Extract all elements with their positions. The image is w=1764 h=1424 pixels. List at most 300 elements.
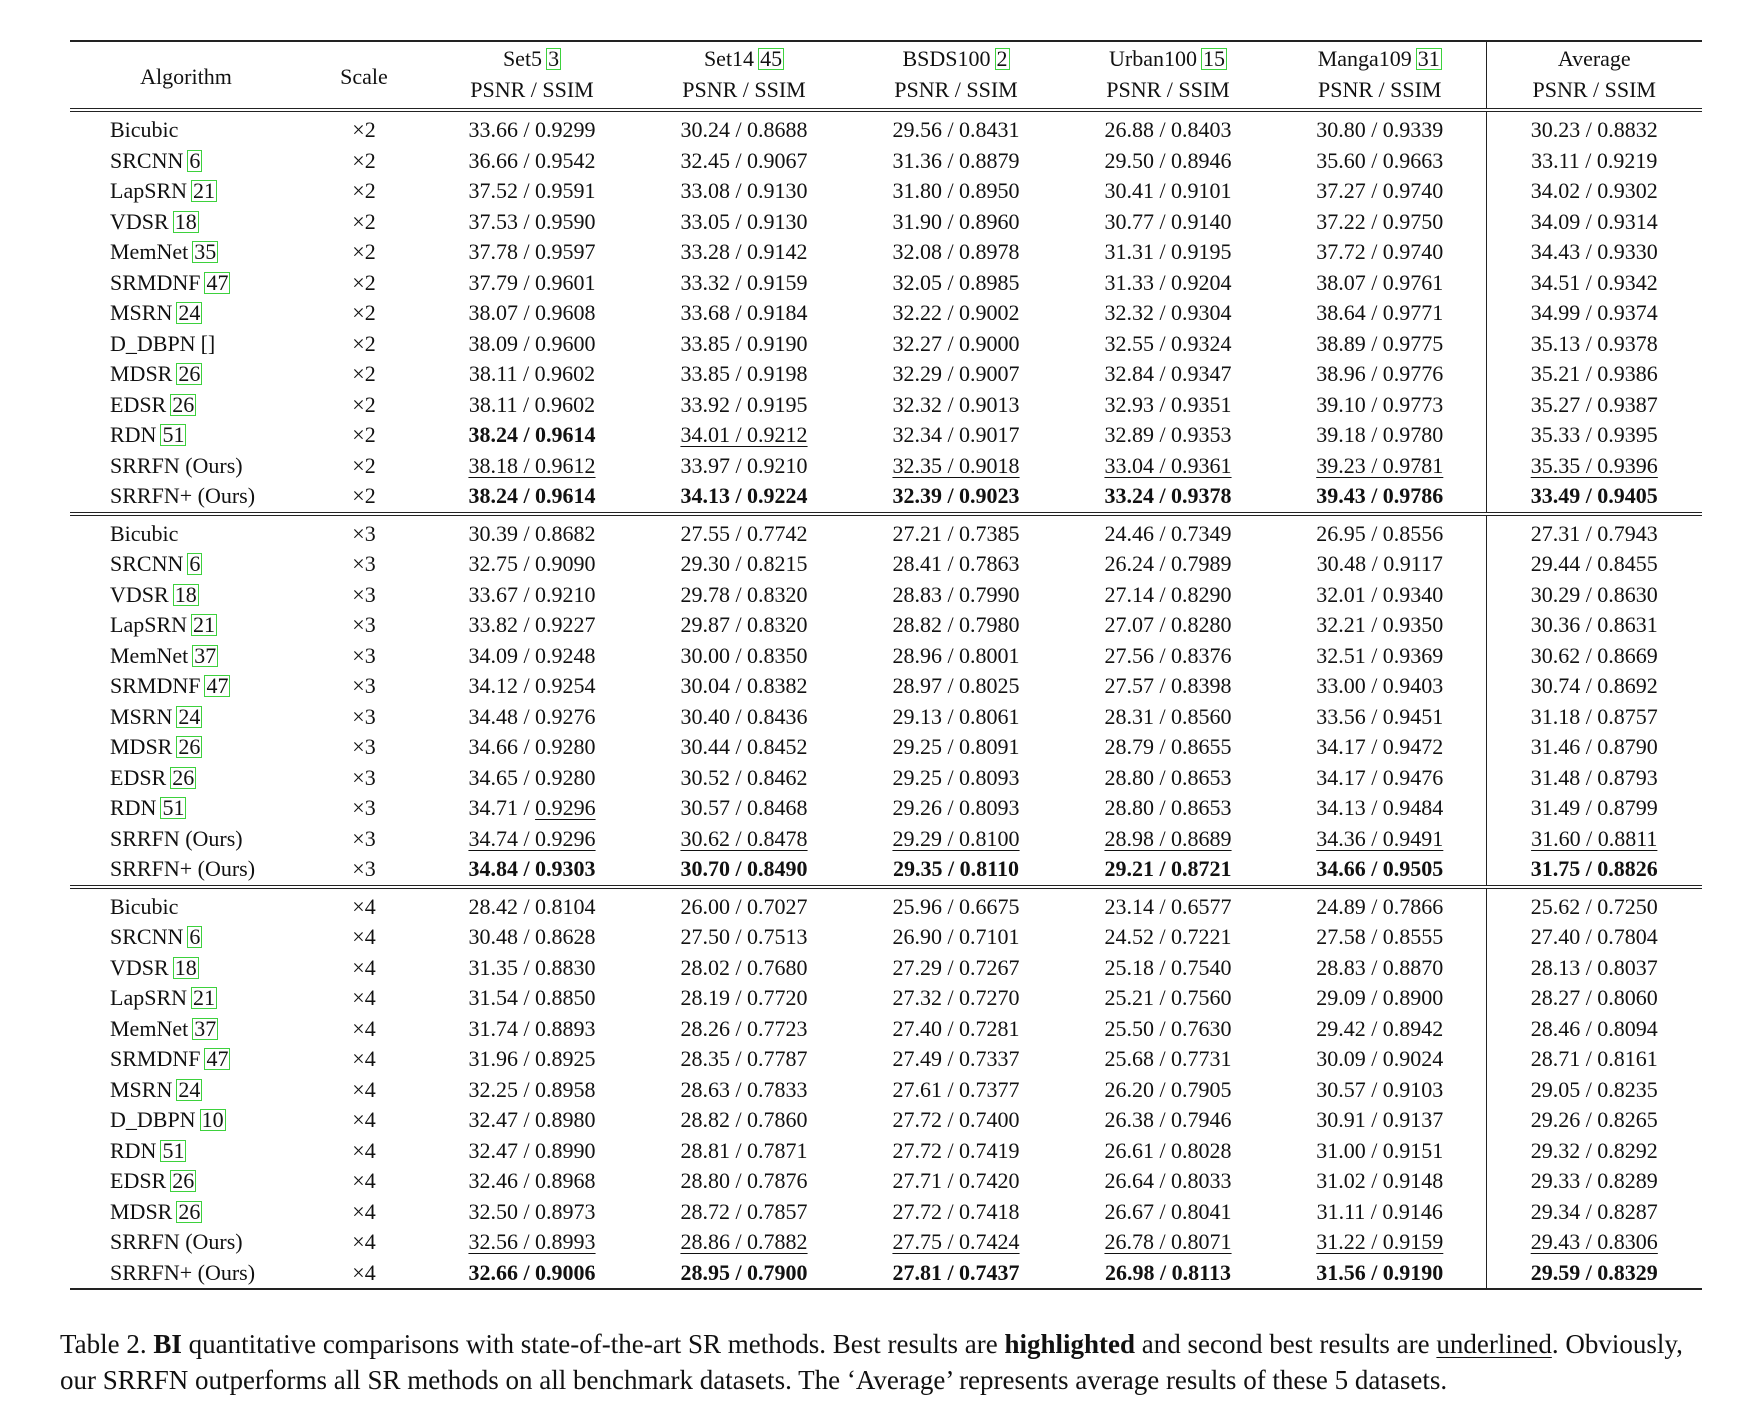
metric-cell [638, 390, 850, 421]
metric-value: 26.67 / 0.8041 [1104, 1198, 1232, 1224]
metric-value: 29.78 / 0.8320 [680, 581, 808, 607]
metric-cell [1062, 1105, 1274, 1136]
metric-cell [1274, 329, 1486, 360]
scale-cell: ×3 [352, 795, 376, 820]
algorithm-cell [70, 146, 302, 177]
citation-ref[interactable]: 26 [178, 361, 201, 386]
metric-value: 25.18 / 0.7540 [1104, 954, 1232, 980]
metric-value: 27.14 / 0.8290 [1104, 581, 1232, 607]
metric-value: 26.78 / 0.8071 [1104, 1229, 1232, 1254]
citation-ref[interactable]: 6 [189, 147, 201, 173]
algorithm-cell [70, 824, 302, 855]
metric-cell [1274, 887, 1486, 923]
metric-value: 26.00 / 0.7027 [680, 893, 808, 919]
metric-cell [1274, 481, 1486, 514]
metric-cell [426, 793, 638, 824]
metric-value: 27.75 / 0.7424 [892, 1229, 1020, 1254]
metric-value: 29.42 / 0.8942 [1316, 1015, 1444, 1041]
citation-ref[interactable]: 51 [162, 422, 185, 447]
citation-ref[interactable]: 45 [760, 46, 783, 71]
metric-value: 33.04 / 0.9361 [1104, 452, 1232, 478]
metric-cell [1274, 983, 1486, 1014]
citation-ref[interactable]: 35 [194, 239, 217, 264]
metric-value: 29.44 / 0.8455 [1530, 551, 1658, 576]
algorithm-cell [70, 953, 302, 984]
algorithm-name: SRRFN+ (Ours) [110, 856, 256, 881]
caption-highlighted: highlighted [1004, 1329, 1135, 1359]
metric-value: 28.26 / 0.7723 [680, 1015, 808, 1041]
metric-value: 33.97 / 0.9210 [680, 452, 808, 478]
metric-value: 29.56 / 0.8431 [892, 117, 1020, 142]
metric-cell [1062, 298, 1274, 329]
average-cell [1486, 1014, 1702, 1045]
metric-value: 35.27 / 0.9387 [1530, 391, 1658, 417]
metric-cell [850, 146, 1062, 177]
metric-cell [1274, 793, 1486, 824]
metric-value: 33.82 / 0.9227 [468, 612, 596, 637]
average-cell [1486, 1105, 1702, 1136]
table-row [70, 610, 1702, 641]
average-cell [1486, 922, 1702, 953]
average-cell [1486, 1075, 1702, 1106]
metric-cell [638, 887, 850, 923]
metric-value: 32.35 / 0.9018 [892, 452, 1020, 478]
metric-cell [1274, 237, 1486, 268]
metric-value: 26.95 / 0.8556 [1316, 520, 1444, 546]
metric-value: 26.98 / 0.8113 [1105, 1259, 1231, 1285]
metric-value: 34.12 / 0.9254 [468, 673, 596, 698]
table-row [70, 1105, 1702, 1136]
metric-cell [850, 953, 1062, 984]
metric-value: 29.32 / 0.8292 [1530, 1137, 1658, 1163]
citation-ref[interactable]: 18 [174, 954, 197, 980]
algorithm-cell [70, 922, 302, 953]
metric-cell [638, 420, 850, 451]
metric-value: 32.45 / 0.9067 [680, 147, 808, 173]
metric-value: 34.43 / 0.9330 [1530, 239, 1658, 264]
metric-cell [850, 854, 1062, 887]
metric-cell [426, 549, 638, 580]
metric-cell [1274, 953, 1486, 984]
metric-cell [1062, 671, 1274, 702]
algorithm-cell [70, 983, 302, 1014]
header-dataset-bsds100 [850, 41, 1062, 73]
metric-value: 32.93 / 0.9351 [1104, 391, 1232, 417]
metric-value: 26.64 / 0.8033 [1104, 1168, 1232, 1193]
citation-ref[interactable]: 47 [206, 269, 229, 295]
metric-cell [850, 110, 1062, 146]
scale-group [70, 887, 1702, 1290]
metric-cell [850, 922, 1062, 953]
metric-cell [1062, 1075, 1274, 1106]
metric-value: 31.60 / 0.8811 [1531, 825, 1658, 851]
metric-value: 28.79 / 0.8655 [1104, 734, 1232, 759]
table-row [70, 671, 1702, 702]
metric-value: 32.32 / 0.9304 [1104, 300, 1232, 325]
metric-value: 37.52 / 0.9591 [468, 178, 596, 203]
algorithm-name: LapSRN [110, 178, 187, 203]
metric-cell [426, 298, 638, 329]
metric-value: 32.27 / 0.9000 [892, 330, 1020, 356]
metric-value: 38.24 / 0.9614 [468, 483, 596, 508]
metric-value: 32.25 / 0.8958 [468, 1076, 596, 1102]
metric-value: 32.39 / 0.9023 [892, 483, 1020, 508]
average-cell [1486, 420, 1702, 451]
metric-value: 30.09 / 0.9024 [1316, 1046, 1444, 1071]
metric-value: 27.49 / 0.7337 [892, 1046, 1020, 1071]
table-row [70, 1075, 1702, 1106]
metric-cell [1062, 854, 1274, 887]
metric-cell [426, 110, 638, 146]
average-cell [1486, 983, 1702, 1014]
metric-cell [850, 1075, 1062, 1106]
metric-cell [850, 1197, 1062, 1228]
average-cell [1486, 298, 1702, 329]
citation-ref[interactable]: 2 [996, 46, 1008, 71]
algorithm-name: SRRFN (Ours) [110, 452, 243, 478]
metric-cell [426, 1166, 638, 1197]
citation-ref[interactable]: 47 [206, 673, 229, 698]
metric-value: 31.11 / 0.9146 [1316, 1198, 1443, 1224]
table-row [70, 1227, 1702, 1258]
header-metric: PSNR / SSIM [1486, 73, 1702, 110]
algorithm-name: EDSR [110, 764, 167, 790]
algorithm-cell [70, 1258, 302, 1290]
citation-ref[interactable]: 24 [178, 300, 201, 325]
scale-cell: ×4 [352, 954, 376, 980]
metric-cell [426, 953, 638, 984]
metric-cell [1274, 176, 1486, 207]
table-row [70, 176, 1702, 207]
average-cell [1486, 763, 1702, 794]
metric-value: 31.46 / 0.8790 [1530, 734, 1658, 759]
metric-value: 28.42 / 0.8104 [468, 893, 596, 919]
metric-cell [638, 793, 850, 824]
metric-value: 31.33 / 0.9204 [1104, 269, 1232, 295]
metric-value: 29.50 / 0.8946 [1104, 147, 1232, 173]
metric-cell [1274, 1197, 1486, 1228]
metric-value: 27.58 / 0.8555 [1316, 924, 1444, 949]
table-row [70, 298, 1702, 329]
average-cell [1486, 610, 1702, 641]
metric-value: 26.61 / 0.8028 [1104, 1137, 1232, 1163]
citation-ref[interactable]: 3 [548, 46, 560, 71]
algorithm-cell [70, 420, 302, 451]
table-row [70, 641, 1702, 672]
metric-value: 38.24 / 0.9614 [468, 422, 596, 447]
citation-ref[interactable]: 6 [189, 551, 201, 576]
scale-cell: ×2 [352, 361, 376, 386]
citation-ref[interactable]: 51 [162, 1137, 185, 1163]
metric-cell [638, 671, 850, 702]
algorithm-cell [70, 580, 302, 611]
metric-value: 28.80 / 0.7876 [680, 1168, 808, 1193]
metric-cell [1274, 610, 1486, 641]
average-cell [1486, 1044, 1702, 1075]
metric-value: 26.24 / 0.7989 [1104, 551, 1232, 576]
metric-value: 27.71 / 0.7420 [892, 1168, 1020, 1193]
citation-ref[interactable]: 24 [178, 703, 201, 729]
metric-value: 34.17 / 0.9472 [1316, 734, 1444, 759]
metric-value: 34.84 / 0.9303 [468, 856, 596, 881]
metric-cell [638, 268, 850, 299]
citation-ref[interactable]: 51 [162, 795, 185, 820]
metric-cell [850, 390, 1062, 421]
metric-cell [1062, 549, 1274, 580]
metric-cell [1062, 1227, 1274, 1258]
citation-ref[interactable]: 37 [194, 1015, 217, 1041]
metric-value: 30.62 / 0.8478 [680, 825, 808, 851]
metric-value: 33.56 / 0.9451 [1316, 703, 1444, 729]
metric-value: 33.85 / 0.9190 [680, 330, 808, 356]
algorithm-name: SRRFN+ (Ours) [110, 1259, 256, 1285]
table-row [70, 451, 1702, 482]
metric-value: 26.90 / 0.7101 [892, 924, 1020, 949]
metric-value: 33.05 / 0.9130 [680, 208, 808, 234]
table-row [70, 983, 1702, 1014]
algorithm-cell [70, 207, 302, 238]
metric-value: 25.21 / 0.7560 [1104, 985, 1232, 1010]
metric-value: 30.70 / 0.8490 [680, 856, 808, 881]
citation-ref[interactable]: 37 [194, 642, 217, 668]
citation-ref[interactable]: 24 [178, 1076, 201, 1102]
metric-cell [638, 146, 850, 177]
metric-value: 30.36 / 0.8631 [1530, 612, 1658, 637]
scale-cell: ×4 [352, 985, 376, 1010]
citation-ref[interactable]: 31 [1417, 46, 1440, 71]
metric-value: 30.48 / 0.8628 [468, 924, 596, 949]
metric-value: 32.75 / 0.9090 [468, 551, 596, 576]
metric-value: 30.57 / 0.9103 [1316, 1076, 1444, 1102]
citation-ref[interactable]: 47 [206, 1046, 229, 1071]
metric-value: 24.52 / 0.7221 [1104, 924, 1232, 949]
metric-value: 29.87 / 0.8320 [680, 612, 808, 637]
algorithm-cell [70, 359, 302, 390]
algorithm-cell [70, 1075, 302, 1106]
citation-ref[interactable]: 21 [193, 985, 215, 1010]
algorithm-name: RDN [110, 422, 157, 447]
header-average: Average [1486, 41, 1702, 73]
metric-value: 29.35 / 0.8110 [893, 856, 1019, 881]
average-cell [1486, 390, 1702, 421]
metric-value: 30.91 / 0.9137 [1316, 1107, 1444, 1132]
metric-cell [638, 953, 850, 984]
metric-cell [1062, 268, 1274, 299]
metric-value: 28.83 / 0.7990 [892, 581, 1020, 607]
metric-cell [850, 1258, 1062, 1290]
metric-cell [1062, 610, 1274, 641]
scale-group [70, 110, 1702, 514]
scale-cell: ×2 [352, 391, 376, 417]
metric-cell [426, 1075, 638, 1106]
algorithm-cell [70, 763, 302, 794]
metric-value: 32.66 / 0.9006 [468, 1259, 596, 1285]
citation-ref[interactable]: 26 [178, 734, 201, 759]
citation-ref[interactable]: 6 [189, 924, 201, 949]
scale-cell: ×4 [352, 1046, 376, 1071]
scale-cell: ×2 [352, 269, 376, 295]
table-row [70, 1197, 1702, 1228]
citation-ref[interactable]: 26 [172, 1168, 195, 1193]
metric-cell [1062, 207, 1274, 238]
metric-value: 30.24 / 0.8688 [680, 117, 808, 142]
metric-value: 26.88 / 0.8403 [1104, 117, 1232, 142]
metric-value: 30.52 / 0.8462 [680, 764, 808, 790]
metric-cell [1274, 1014, 1486, 1045]
metric-value: 28.95 / 0.7900 [680, 1259, 808, 1285]
metric-value: 25.50 / 0.7630 [1104, 1015, 1232, 1041]
citation-ref[interactable]: 26 [172, 391, 195, 417]
metric-cell [850, 207, 1062, 238]
metric-cell [1274, 732, 1486, 763]
metric-value: 26.38 / 0.7946 [1104, 1107, 1232, 1132]
metric-cell [426, 610, 638, 641]
citation-ref[interactable]: 26 [178, 1198, 201, 1224]
results-table [70, 40, 1702, 1290]
metric-value: 30.74 / 0.8692 [1530, 673, 1658, 698]
metric-cell [426, 641, 638, 672]
metric-cell [1062, 420, 1274, 451]
metric-value: 32.51 / 0.9369 [1316, 642, 1444, 668]
metric-value: 23.14 / 0.6577 [1104, 893, 1232, 919]
metric-value: 27.07 / 0.8280 [1104, 612, 1232, 637]
metric-cell [1274, 702, 1486, 733]
metric-value: 27.72 / 0.7418 [892, 1198, 1020, 1224]
metric-value: 35.33 / 0.9395 [1530, 422, 1658, 447]
metric-value: 31.90 / 0.8960 [892, 208, 1020, 234]
metric-cell [1062, 887, 1274, 923]
metric-cell [850, 702, 1062, 733]
algorithm-cell [70, 854, 302, 887]
metric-value: 32.56 / 0.8993 [468, 1229, 596, 1254]
metric-cell [638, 549, 850, 580]
table-row [70, 549, 1702, 580]
metric-cell [638, 110, 850, 146]
metric-cell [1274, 1136, 1486, 1167]
citation-ref[interactable]: 10 [201, 1107, 224, 1132]
citation-ref[interactable]: 21 [193, 612, 215, 637]
metric-cell [426, 237, 638, 268]
citation-ref[interactable]: 18 [174, 208, 197, 234]
algorithm-name: RDN [110, 1137, 157, 1163]
metric-value: 31.80 / 0.8950 [892, 178, 1020, 203]
header-dataset-set14 [638, 41, 850, 73]
metric-value: 32.89 / 0.9353 [1104, 422, 1232, 447]
table-row [70, 702, 1702, 733]
metric-cell [638, 1075, 850, 1106]
metric-value: 25.68 / 0.7731 [1104, 1046, 1232, 1071]
metric-value: 30.23 / 0.8832 [1530, 117, 1658, 142]
table-row [70, 268, 1702, 299]
metric-cell [1274, 298, 1486, 329]
average-cell [1486, 268, 1702, 299]
algorithm-name: Bicubic [110, 117, 179, 142]
metric-cell [638, 1136, 850, 1167]
algorithm-cell [70, 1014, 302, 1045]
metric-value: 34.99 / 0.9374 [1530, 300, 1658, 325]
metric-cell [638, 610, 850, 641]
metric-value: 31.56 / 0.9190 [1316, 1259, 1444, 1285]
average-cell [1486, 329, 1702, 360]
metric-value: 32.34 / 0.9017 [892, 422, 1020, 447]
citation-ref[interactable]: 26 [172, 764, 195, 790]
algorithm-name: SRMDNF [110, 1046, 201, 1071]
metric-value: 30.29 / 0.8630 [1530, 581, 1658, 607]
algorithm-cell [70, 641, 302, 672]
caption-text-2: and second best results are [1141, 1329, 1430, 1359]
citation-ref[interactable]: 21 [193, 178, 215, 203]
metric-cell [1062, 1014, 1274, 1045]
table-row [70, 110, 1702, 146]
table-caption [60, 1326, 1720, 1398]
header-metric: PSNR / SSIM [1317, 77, 1442, 102]
metric-cell [1062, 237, 1274, 268]
metric-cell [638, 1166, 850, 1197]
algorithm-cell [70, 1227, 302, 1258]
metric-cell [850, 1136, 1062, 1167]
metric-cell [1062, 983, 1274, 1014]
scale-group [70, 514, 1702, 887]
header-dataset-set5 [426, 41, 638, 73]
metric-value: 31.00 / 0.9151 [1316, 1137, 1444, 1163]
algorithm-name: LapSRN [110, 985, 187, 1010]
metric-value: 31.96 / 0.8925 [468, 1046, 596, 1071]
average-cell [1486, 1136, 1702, 1167]
algorithm-cell [70, 1197, 302, 1228]
table-row [70, 1014, 1702, 1045]
metric-value: 32.21 / 0.9350 [1316, 612, 1444, 637]
metric-cell [426, 702, 638, 733]
metric-value: 32.29 / 0.9007 [892, 361, 1020, 386]
metric-cell [638, 824, 850, 855]
scale-cell: ×3 [352, 764, 376, 790]
metric-value: 34.01 / 0.9212 [680, 422, 808, 447]
table-row [70, 390, 1702, 421]
metric-value: 35.13 / 0.9378 [1530, 330, 1658, 356]
metric-cell [638, 922, 850, 953]
metric-cell [1274, 390, 1486, 421]
metric-value: 35.60 / 0.9663 [1316, 147, 1444, 173]
algorithm-cell [70, 793, 302, 824]
metric-value: 27.31 / 0.7943 [1530, 520, 1658, 546]
metric-value: 28.72 / 0.7857 [680, 1198, 808, 1224]
metric-value: 28.19 / 0.7720 [680, 985, 808, 1010]
metric-value: 33.08 / 0.9130 [680, 178, 808, 203]
metric-value: 28.80 / 0.8653 [1104, 795, 1232, 820]
metric-value: 29.26 / 0.8265 [1530, 1107, 1658, 1132]
metric-cell [1062, 732, 1274, 763]
scale-cell: ×2 [352, 147, 376, 173]
algorithm-name: MemNet [110, 239, 189, 264]
metric-value: 33.66 / 0.9299 [468, 117, 596, 142]
metric-value: 31.31 / 0.9195 [1104, 239, 1232, 264]
metric-cell [1062, 110, 1274, 146]
metric-cell [1062, 176, 1274, 207]
metric-cell [426, 207, 638, 238]
citation-ref[interactable]: 15 [1202, 46, 1225, 71]
scale-cell: ×4 [352, 1168, 376, 1193]
average-cell [1486, 1227, 1702, 1258]
metric-value: 25.96 / 0.6675 [892, 893, 1020, 919]
average-cell [1486, 359, 1702, 390]
metric-cell [426, 1136, 638, 1167]
metric-cell [1274, 146, 1486, 177]
metric-value: 39.23 / 0.9781 [1316, 452, 1444, 478]
header-dataset-manga109 [1274, 41, 1486, 73]
citation-ref[interactable]: 18 [174, 581, 197, 607]
caption-label: Table 2. [60, 1329, 147, 1359]
metric-cell [1062, 1166, 1274, 1197]
